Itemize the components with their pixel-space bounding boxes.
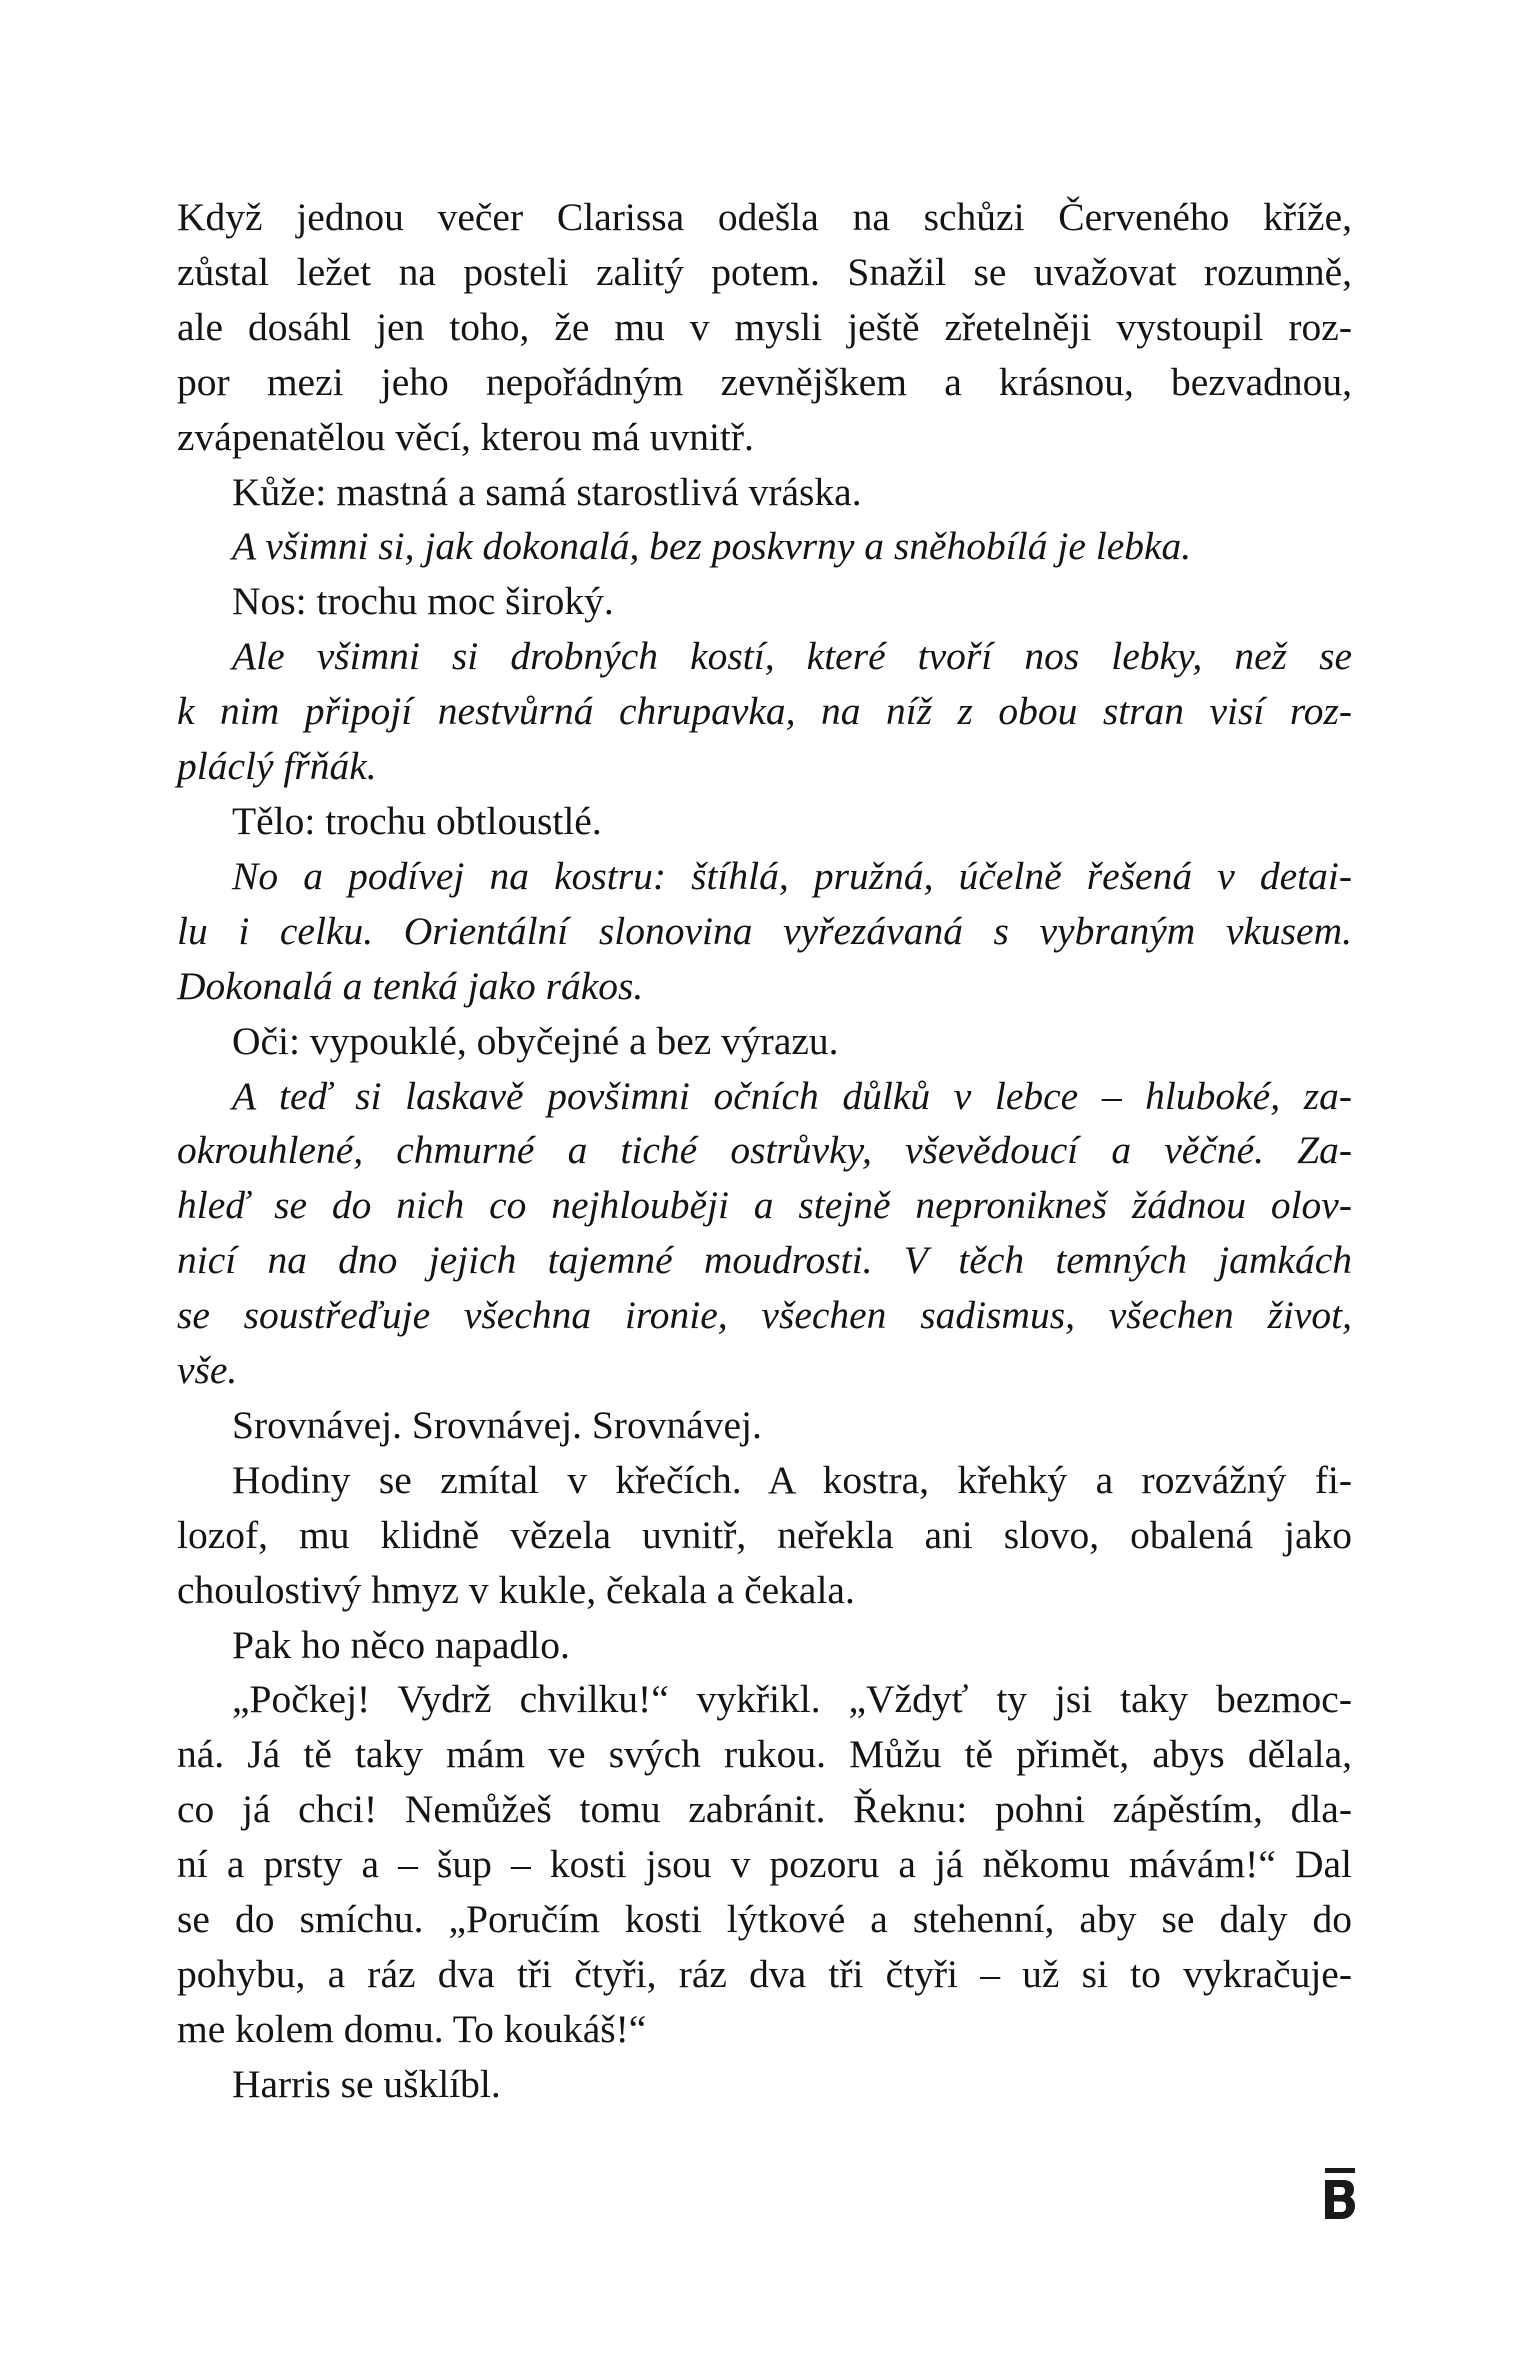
paragraph-line: ní a prsty a – šup – kosti jsou v pozoru a já někomu mávám!“ Dal [177, 1842, 1352, 1887]
paragraph-line: k nim připojí nestvůrná chrupavka, na níž z obou stran visí roz- [177, 689, 1352, 734]
text-block [177, 190, 1352, 2112]
paragraph-line: ale dosáhl jen toho, že mu v mysli ještě zřetelněji vystoupil roz- [177, 304, 1352, 349]
paragraph-line: se do smíchu. „Poručím kosti lýtkové a stehenní, aby se daly do [177, 1897, 1352, 1942]
paragraph-line: zvápenatělou věcí, kterou má uvnitř. [177, 414, 754, 459]
paragraph-line: choulostivý hmyz v kukle, čekala a čekala. [177, 1567, 855, 1612]
paragraph-line: pláclý fřňák. [177, 744, 377, 789]
paragraph-line: Oči: vypouklé, obyčejné a bez výrazu. [232, 1018, 839, 1063]
paragraph-line: lozof, mu klidně vězela uvnitř, neřekla ani slovo, obalená jako [177, 1512, 1352, 1557]
paragraph-line: Srovnávej. Srovnávej. Srovnávej. [232, 1402, 762, 1447]
publisher-logo-icon [1325, 2168, 1355, 2220]
paragraph-line: ná. Já tě taky mám ve svých rukou. Můžu tě přimět, abys dělala, [177, 1732, 1352, 1777]
paragraph-line: Harris se ušklíbl. [232, 2061, 501, 2106]
paragraph-line: okrouhlené, chmurné a tiché ostrůvky, vševědoucí a věčné. Za- [177, 1128, 1352, 1173]
paragraph-line: me kolem domu. To koukáš!“ [177, 2006, 647, 2051]
paragraph-line: A teď si laskavě povšimni očních důlků v lebce – hluboké, za- [232, 1073, 1352, 1118]
paragraph-line: pohybu, a ráz dva tři čtyři, ráz dva tři čtyři – už si to vykračuje- [177, 1952, 1352, 1996]
paragraph-line: Dokonalá a tenká jako rákos. [177, 963, 644, 1008]
paragraph-line: Ale všimni si drobných kostí, které tvoří nos lebky, než se [232, 634, 1352, 679]
paragraph-line: No a podívej na kostru: štíhlá, pružná, účelně řešená v detai- [232, 853, 1352, 898]
paragraph-line: co já chci! Nemůžeš tomu zabránit. Řeknu: pohni zápěstím, dla- [177, 1787, 1352, 1832]
paragraph-line: Kůže: mastná a samá starostlivá vráska. [232, 469, 862, 514]
paragraph-line: Hodiny se zmítal v křečích. A kostra, křehký a rozvážný fi- [232, 1457, 1352, 1502]
paragraph-line: se soustřeďuje všechna ironie, všechen sadismus, všechen život, [177, 1293, 1352, 1338]
paragraph-line: hleď se do nich co nejhlouběji a stejně nepronikneš žádnou olov- [177, 1183, 1352, 1228]
paragraph-line: A všimni si, jak dokonalá, bez poskvrny a sněhobílá je lebka. [232, 524, 1192, 569]
paragraph-line: vše. [177, 1348, 238, 1393]
paragraph-line: Pak ho něco napadlo. [232, 1622, 570, 1667]
paragraph-line: zůstal ležet na posteli zalitý potem. Snažil se uvažovat rozumně, [177, 249, 1352, 294]
paragraph-line: nicí na dno jejich tajemné moudrosti. V těch temných jamkách [177, 1238, 1352, 1283]
paragraph: Když jednou večer Clarissa odešla na schůzi Červeného kříže, [177, 195, 1352, 239]
paragraph-line: por mezi jeho nepořádným zevnějškem a krásnou, bezvadnou, [177, 359, 1352, 404]
paragraph-line: Tělo: trochu obtloustlé. [232, 798, 602, 843]
paragraph-line: lu i celku. Orientální slonovina vyřezávaná s vybraným vkusem. [177, 908, 1352, 953]
paragraph-line: „Počkej! Vydrž chvilku!“ vykřikl. „Vždyť ty jsi taky bezmoc- [232, 1677, 1352, 1722]
paragraph-line: Nos: trochu moc široký. [232, 579, 614, 624]
